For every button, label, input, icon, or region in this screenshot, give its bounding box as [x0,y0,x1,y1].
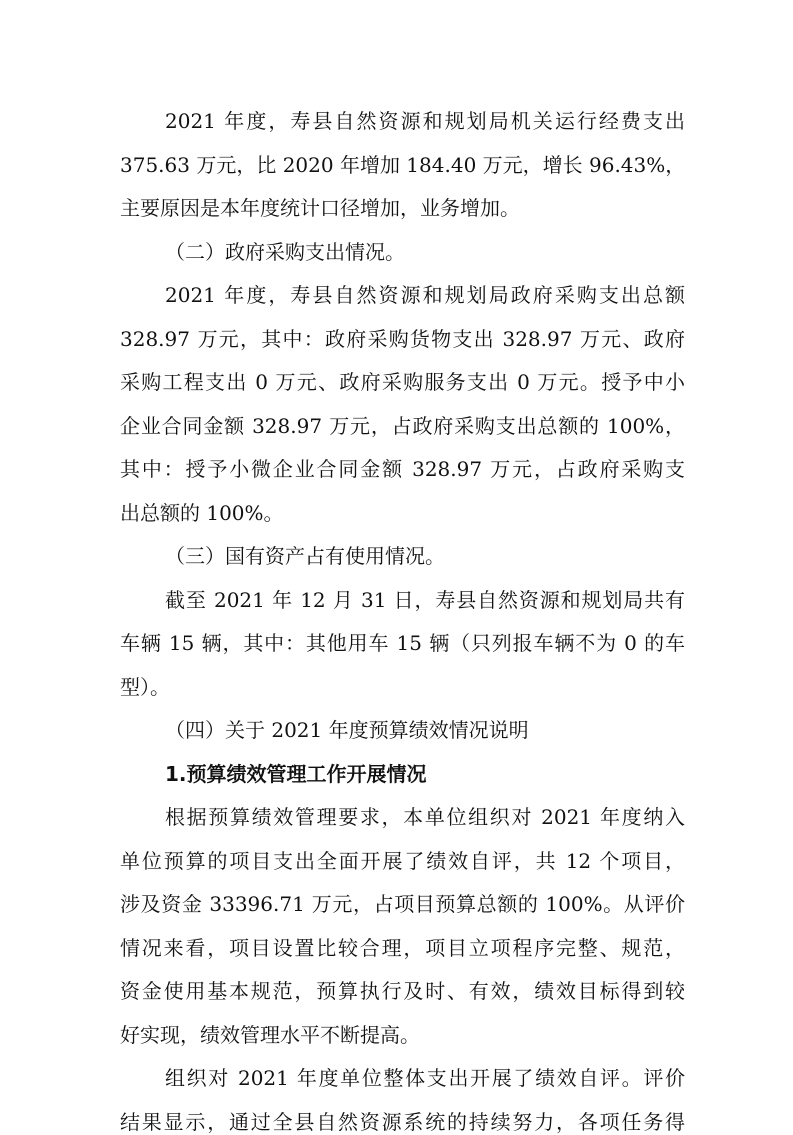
paragraph-line: 单位预算的项目支出全面开展了绩效自评，共 12 个项目， [120,849,685,873]
paragraph-line: 型）。 [120,675,170,699]
paragraph-line: 其中：授予小微企业合同金额 328.97 万元，占政府采购支 [120,457,685,481]
paragraph-line: 结果显示，通过全县自然资源系统的持续努力，各项任务得 [120,1110,685,1134]
subsection-heading: 1.预算绩效管理工作开展情况 [165,762,427,786]
paragraph-line: 根据预算绩效管理要求，本单位组织对 2021 年度纳入 [165,805,685,829]
paragraph-line: 375.63 万元，比 2020 年增加 184.40 万元，增长 96.43%， [120,153,686,177]
paragraph-line: 出总额的 100%。 [120,501,284,525]
paragraph-line: 2021 年度，寿县自然资源和规划局政府采购支出总额 [165,283,685,307]
paragraph-line: 情况来看，项目设置比较合理，项目立项程序完整、规范， [120,936,685,960]
paragraph-line: 好实现，绩效管理水平不断提高。 [120,1023,420,1047]
section-heading: （二）政府采购支出情况。 [165,240,405,264]
paragraph-line: 车辆 15 辆，其中：其他用车 15 辆（只列报车辆不为 0 的车 [120,631,685,655]
section-heading: （四）关于 2021 年度预算绩效情况说明 [165,718,529,742]
paragraph-line: 328.97 万元，其中：政府采购货物支出 328.97 万元、政府 [120,327,685,351]
paragraph-line: 组织对 2021 年度单位整体支出开展了绩效自评。评价 [165,1066,685,1090]
paragraph-line: 2021 年度，寿县自然资源和规划局机关运行经费支出 [165,109,685,133]
paragraph-line: 企业合同金额 328.97 万元，占政府采购支出总额的 100%， [120,414,685,438]
section-heading: （三）国有资产占有使用情况。 [165,544,445,568]
paragraph-line: 截至 2021 年 12 月 31 日，寿县自然资源和规划局共有 [165,588,685,612]
paragraph-line: 涉及资金 33396.71 万元，占项目预算总额的 100%。从评价 [120,892,685,916]
paragraph-line: 主要原因是本年度统计口径增加，业务增加。 [120,196,520,220]
paragraph-line: 资金使用基本规范，预算执行及时、有效，绩效目标得到较 [120,979,685,1003]
paragraph-line: 采购工程支出 0 万元、政府采购服务支出 0 万元。授予中小 [120,370,685,394]
